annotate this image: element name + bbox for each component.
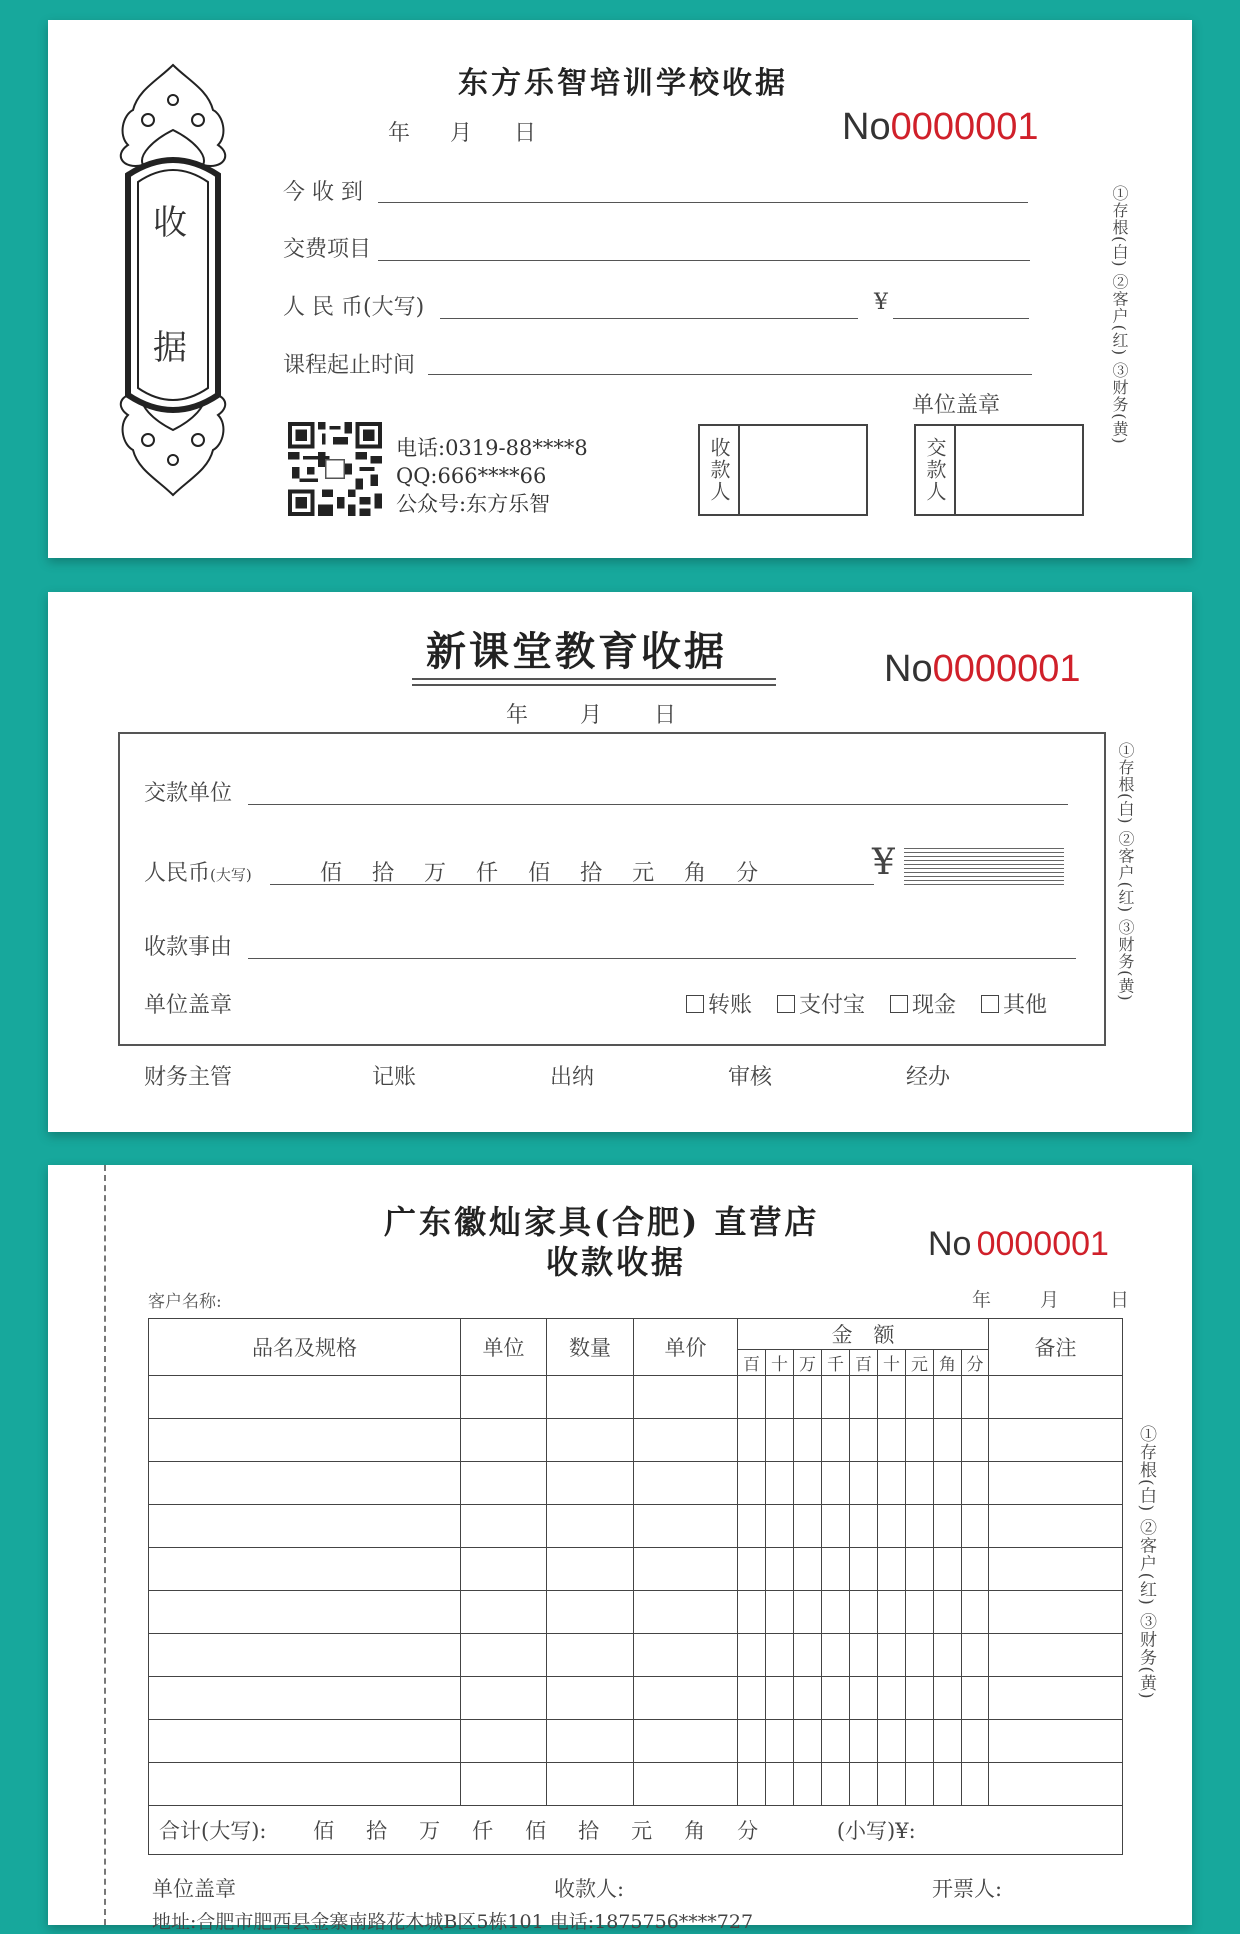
title-underline xyxy=(412,678,776,680)
table-cell[interactable] xyxy=(934,1376,962,1419)
table-cell[interactable] xyxy=(149,1419,461,1462)
payee-box[interactable] xyxy=(698,424,868,516)
contact-official-account: 公众号:东方乐智 xyxy=(396,492,551,516)
serial-no-value: 0000001 xyxy=(890,106,1039,148)
table-cell[interactable] xyxy=(149,1720,461,1763)
table-cell[interactable] xyxy=(850,1634,878,1677)
table-cell[interactable] xyxy=(962,1462,989,1505)
table-cell[interactable] xyxy=(989,1419,1123,1462)
table-cell[interactable] xyxy=(878,1505,906,1548)
table-cell[interactable] xyxy=(850,1505,878,1548)
table-cell[interactable] xyxy=(934,1419,962,1462)
table-cell[interactable] xyxy=(850,1677,878,1720)
amount-digit: 元 xyxy=(906,1350,934,1376)
table-cell[interactable] xyxy=(906,1505,934,1548)
table-cell[interactable] xyxy=(738,1591,766,1634)
table-cell[interactable] xyxy=(766,1548,794,1591)
table-cell[interactable] xyxy=(738,1548,766,1591)
table-cell[interactable] xyxy=(878,1591,906,1634)
serial-no-label: No xyxy=(928,1225,972,1263)
receipt-title: 新课堂教育收据 xyxy=(426,628,727,675)
amount-digit: 百 xyxy=(850,1350,878,1376)
table-cell[interactable] xyxy=(634,1720,738,1763)
amount-digit: 百 xyxy=(738,1350,766,1376)
table-cell[interactable] xyxy=(547,1634,634,1677)
table-cell[interactable] xyxy=(634,1591,738,1634)
col-qty: 数量 xyxy=(547,1319,634,1376)
receipt-card-3 xyxy=(48,1165,1192,1933)
table-cell[interactable] xyxy=(850,1591,878,1634)
table-cell[interactable] xyxy=(634,1634,738,1677)
table-cell[interactable] xyxy=(962,1634,989,1677)
table-cell[interactable] xyxy=(461,1591,547,1634)
table-cell[interactable] xyxy=(766,1677,794,1720)
table-cell[interactable] xyxy=(766,1634,794,1677)
table-cell[interactable] xyxy=(878,1677,906,1720)
seal-label: 单位盖章 xyxy=(912,393,1001,418)
table-cell[interactable] xyxy=(461,1763,547,1806)
yen-sign: ¥ xyxy=(874,290,888,315)
col-price: 单价 xyxy=(634,1319,738,1376)
sig-finance-manager: 财务主管 xyxy=(144,1065,233,1090)
field-time-line[interactable] xyxy=(428,374,1032,375)
table-cell[interactable] xyxy=(822,1505,850,1548)
table-cell[interactable] xyxy=(989,1548,1123,1591)
date-day-label: 日 xyxy=(514,121,537,146)
table-row xyxy=(149,1505,1123,1548)
table-cell[interactable] xyxy=(989,1720,1123,1763)
total-digit: 万 xyxy=(419,1819,441,1843)
table-cell[interactable] xyxy=(794,1505,822,1548)
table-cell[interactable] xyxy=(934,1634,962,1677)
payment-methods xyxy=(668,988,1047,1019)
table-cell[interactable] xyxy=(878,1548,906,1591)
date-year-label: 年 xyxy=(506,703,529,728)
customer-name-label: 客户名称: xyxy=(148,1292,222,1312)
yen-sign: ¥ xyxy=(872,842,895,883)
perforation-line xyxy=(104,1165,106,1925)
total-digit: 拾 xyxy=(578,1819,600,1843)
receipt-card-2 xyxy=(48,592,1192,1132)
table-cell[interactable] xyxy=(547,1505,634,1548)
table-cell[interactable] xyxy=(634,1376,738,1419)
date-month-label: 月 xyxy=(450,121,473,146)
col-amount: 金 额 xyxy=(738,1319,989,1350)
total-row xyxy=(149,1806,1123,1855)
amount-digit: 千 xyxy=(822,1350,850,1376)
table-cell[interactable] xyxy=(634,1763,738,1806)
table-cell[interactable] xyxy=(766,1462,794,1505)
table-cell[interactable] xyxy=(149,1634,461,1677)
receipt-card-1 xyxy=(48,20,1192,558)
table-cell[interactable] xyxy=(906,1376,934,1419)
copy-note: ①存根(白) ②客户(红) ③财务(黄) xyxy=(1110,185,1129,445)
table-row xyxy=(149,1548,1123,1591)
table-cell[interactable] xyxy=(850,1419,878,1462)
amount-box[interactable] xyxy=(904,848,1064,888)
table-cell[interactable] xyxy=(461,1376,547,1419)
table-cell[interactable] xyxy=(989,1462,1123,1505)
payer-box[interactable] xyxy=(914,424,1084,516)
field-received-label: 今 收 到 xyxy=(283,180,363,205)
serial-no-label: No xyxy=(884,648,933,690)
table-cell[interactable] xyxy=(962,1419,989,1462)
receipt-title: 东方乐智培训学校收据 xyxy=(458,66,788,101)
table-cell[interactable] xyxy=(989,1591,1123,1634)
table-cell[interactable] xyxy=(634,1419,738,1462)
table-cell[interactable] xyxy=(878,1462,906,1505)
table-cell[interactable] xyxy=(766,1591,794,1634)
frame-char-bottom: 据 xyxy=(153,328,187,368)
table-cell[interactable] xyxy=(794,1419,822,1462)
serial-number xyxy=(928,1225,1109,1264)
table-cell[interactable] xyxy=(738,1376,766,1419)
field-item-line[interactable] xyxy=(378,260,1030,261)
table-cell[interactable] xyxy=(878,1419,906,1462)
serial-no-label: No xyxy=(842,106,891,148)
table-cell[interactable] xyxy=(547,1419,634,1462)
table-cell[interactable] xyxy=(989,1505,1123,1548)
field-received-line[interactable] xyxy=(378,202,1028,203)
table-cell[interactable] xyxy=(766,1419,794,1462)
total-digit: 分 xyxy=(737,1819,759,1843)
seal-label: 单位盖章 xyxy=(144,993,233,1018)
table-cell[interactable] xyxy=(461,1634,547,1677)
date-day-label: 日 xyxy=(654,703,677,728)
table-cell[interactable] xyxy=(822,1419,850,1462)
table-cell[interactable] xyxy=(634,1505,738,1548)
table-cell[interactable] xyxy=(962,1505,989,1548)
table-cell[interactable] xyxy=(934,1505,962,1548)
pay-transfer-checkbox[interactable]: 转账 xyxy=(686,988,752,1019)
serial-number xyxy=(842,106,1039,149)
table-cell[interactable] xyxy=(906,1462,934,1505)
title-underline-2 xyxy=(412,684,776,686)
table-header-row xyxy=(149,1319,1123,1350)
table-cell[interactable] xyxy=(149,1376,461,1419)
date-day-label: 日 xyxy=(1110,1289,1130,1311)
table-cell[interactable] xyxy=(766,1720,794,1763)
amount-digit: 分 xyxy=(962,1350,989,1376)
col-unit: 单位 xyxy=(461,1319,547,1376)
serial-number xyxy=(884,648,1081,691)
table-cell[interactable] xyxy=(766,1763,794,1806)
table-cell[interactable] xyxy=(878,1376,906,1419)
total-label: 合计(大写): xyxy=(159,1819,267,1843)
col-name: 品名及规格 xyxy=(149,1319,461,1376)
table-row xyxy=(149,1462,1123,1505)
receipt-title: 收款收据 xyxy=(546,1243,687,1281)
date-month-label: 月 xyxy=(1040,1289,1060,1311)
date-month-label: 月 xyxy=(580,703,603,728)
table-cell[interactable] xyxy=(962,1720,989,1763)
field-time-label: 课程起止时间 xyxy=(283,353,416,378)
table-cell[interactable] xyxy=(738,1763,766,1806)
table-cell[interactable] xyxy=(634,1548,738,1591)
table-cell[interactable] xyxy=(934,1548,962,1591)
table-cell[interactable] xyxy=(794,1462,822,1505)
table-cell[interactable] xyxy=(738,1634,766,1677)
table-cell[interactable] xyxy=(461,1505,547,1548)
table-cell[interactable] xyxy=(822,1763,850,1806)
table-cell[interactable] xyxy=(547,1763,634,1806)
table-cell[interactable] xyxy=(738,1419,766,1462)
table-cell[interactable] xyxy=(822,1548,850,1591)
table-cell[interactable] xyxy=(547,1376,634,1419)
table-cell[interactable] xyxy=(822,1720,850,1763)
field-unit-line[interactable] xyxy=(248,804,1068,805)
field-rmb-label: 人民币(大写) xyxy=(144,861,252,886)
copy-note: ①存根(白) ②客户(红) ③财务(黄) xyxy=(1116,742,1135,1002)
table-cell[interactable] xyxy=(822,1462,850,1505)
amount-digit: 万 xyxy=(794,1350,822,1376)
table-cell[interactable] xyxy=(962,1677,989,1720)
table-cell[interactable] xyxy=(962,1376,989,1419)
table-cell[interactable] xyxy=(934,1591,962,1634)
table-row xyxy=(149,1419,1123,1462)
table-cell[interactable] xyxy=(989,1763,1123,1806)
copy-note: ①存根(白) ②客户(红) ③财务(黄) xyxy=(1136,1425,1156,1700)
pay-cash-checkbox[interactable]: 现金 xyxy=(890,988,956,1019)
sig-bookkeeping: 记账 xyxy=(372,1065,417,1090)
table-cell[interactable] xyxy=(962,1763,989,1806)
pay-alipay-checkbox[interactable]: 支付宝 xyxy=(777,988,865,1019)
table-cell[interactable] xyxy=(794,1548,822,1591)
table-row xyxy=(149,1720,1123,1763)
table-cell[interactable] xyxy=(461,1419,547,1462)
table-cell[interactable] xyxy=(934,1720,962,1763)
table-cell[interactable] xyxy=(906,1419,934,1462)
table-cell[interactable] xyxy=(461,1548,547,1591)
table-cell[interactable] xyxy=(766,1505,794,1548)
table-cell[interactable] xyxy=(822,1634,850,1677)
table-cell[interactable] xyxy=(934,1677,962,1720)
table-cell[interactable] xyxy=(906,1634,934,1677)
table-cell[interactable] xyxy=(738,1677,766,1720)
table-cell[interactable] xyxy=(794,1376,822,1419)
table-cell[interactable] xyxy=(962,1591,989,1634)
table-cell[interactable] xyxy=(850,1376,878,1419)
total-digit: 仟 xyxy=(472,1819,494,1843)
table-cell[interactable] xyxy=(934,1763,962,1806)
table-cell[interactable] xyxy=(547,1591,634,1634)
contact-info xyxy=(396,434,588,518)
table-cell[interactable] xyxy=(634,1462,738,1505)
table-cell[interactable] xyxy=(738,1505,766,1548)
table-cell[interactable] xyxy=(822,1677,850,1720)
total-digit: 佰 xyxy=(525,1819,547,1843)
table-cell[interactable] xyxy=(962,1548,989,1591)
serial-no-value: 0000001 xyxy=(932,648,1081,690)
payee-label: 收款人: xyxy=(554,1877,625,1901)
table-cell[interactable] xyxy=(794,1591,822,1634)
total-digit-labels xyxy=(313,1819,790,1843)
date-year-label: 年 xyxy=(972,1289,992,1311)
table-cell[interactable] xyxy=(794,1720,822,1763)
table-cell[interactable] xyxy=(878,1634,906,1677)
total-small-label: (小写)¥: xyxy=(836,1819,916,1843)
table-cell[interactable] xyxy=(547,1677,634,1720)
table-cell[interactable] xyxy=(461,1677,547,1720)
store-title: 广东徽灿家具(合肥) 直营店 xyxy=(384,1203,820,1241)
field-rmb-line[interactable] xyxy=(440,318,858,319)
table-cell[interactable] xyxy=(850,1763,878,1806)
table-row xyxy=(149,1763,1123,1806)
table-row xyxy=(149,1634,1123,1677)
table-cell[interactable] xyxy=(149,1677,461,1720)
table-cell[interactable] xyxy=(149,1591,461,1634)
table-cell[interactable] xyxy=(547,1720,634,1763)
table-cell[interactable] xyxy=(794,1677,822,1720)
table-cell[interactable] xyxy=(906,1591,934,1634)
field-reason-line[interactable] xyxy=(248,958,1076,959)
table-cell[interactable] xyxy=(149,1548,461,1591)
table-cell[interactable] xyxy=(878,1763,906,1806)
issuer-label: 开票人: xyxy=(932,1877,1003,1901)
total-digit: 拾 xyxy=(366,1819,388,1843)
table-cell[interactable] xyxy=(461,1462,547,1505)
sig-cashier: 出纳 xyxy=(550,1065,595,1090)
amount-digit: 十 xyxy=(766,1350,794,1376)
table-cell[interactable] xyxy=(149,1505,461,1548)
total-digit: 角 xyxy=(684,1819,706,1843)
table-cell[interactable] xyxy=(738,1720,766,1763)
field-reason-label: 收款事由 xyxy=(144,935,233,960)
table-cell[interactable] xyxy=(634,1677,738,1720)
field-yen-line[interactable] xyxy=(893,318,1029,319)
table-cell[interactable] xyxy=(989,1634,1123,1677)
table-cell[interactable] xyxy=(547,1462,634,1505)
items-table xyxy=(148,1318,1123,1855)
table-cell[interactable] xyxy=(461,1720,547,1763)
pay-other-checkbox[interactable]: 其他 xyxy=(981,988,1047,1019)
address-line: 地址:合肥市肥西县金寨南路花木城B区5栋101 电话:1875756****727 xyxy=(152,1911,754,1933)
payee-box-label: 收款人 xyxy=(700,426,740,514)
total-digit: 佰 xyxy=(313,1819,335,1843)
ornamental-frame-icon xyxy=(108,60,238,500)
date-year-label: 年 xyxy=(388,121,411,146)
sig-audit: 审核 xyxy=(728,1065,773,1090)
table-cell[interactable] xyxy=(738,1462,766,1505)
table-cell[interactable] xyxy=(850,1548,878,1591)
qr-code-icon xyxy=(288,422,382,516)
table-cell[interactable] xyxy=(906,1548,934,1591)
amount-digit: 角 xyxy=(934,1350,962,1376)
table-cell[interactable] xyxy=(850,1720,878,1763)
table-cell[interactable] xyxy=(794,1763,822,1806)
contact-qq: QQ:666****66 xyxy=(396,464,547,488)
rmb-digit-labels: 佰 拾 万 仟 佰 拾 元 角 分 xyxy=(320,861,759,886)
table-cell[interactable] xyxy=(766,1376,794,1419)
table-cell[interactable] xyxy=(906,1677,934,1720)
payer-box-label: 交款人 xyxy=(916,426,956,514)
col-remark: 备注 xyxy=(989,1319,1123,1376)
table-cell[interactable] xyxy=(989,1376,1123,1419)
table-cell[interactable] xyxy=(906,1763,934,1806)
field-rmb-label: 人 民 币(大写) xyxy=(283,295,425,320)
field-unit-label: 交款单位 xyxy=(144,781,233,806)
table-row xyxy=(149,1677,1123,1720)
table-cell[interactable] xyxy=(850,1462,878,1505)
frame-char-top: 收 xyxy=(153,203,187,243)
seal-label: 单位盖章 xyxy=(152,1877,236,1901)
table-cell[interactable] xyxy=(547,1548,634,1591)
table-cell[interactable] xyxy=(878,1720,906,1763)
serial-no-value: 0000001 xyxy=(976,1225,1109,1263)
table-cell[interactable] xyxy=(934,1462,962,1505)
table-row xyxy=(149,1591,1123,1634)
sig-handler: 经办 xyxy=(906,1065,951,1090)
table-cell[interactable] xyxy=(822,1591,850,1634)
table-cell[interactable] xyxy=(794,1634,822,1677)
table-cell[interactable] xyxy=(822,1376,850,1419)
table-cell[interactable] xyxy=(149,1462,461,1505)
total-digit: 元 xyxy=(631,1819,653,1843)
amount-digit: 十 xyxy=(878,1350,906,1376)
contact-phone: 电话:0319-88****8 xyxy=(396,436,588,460)
field-item-label: 交费项目 xyxy=(283,237,372,262)
table-cell[interactable] xyxy=(906,1720,934,1763)
table-row xyxy=(149,1376,1123,1419)
table-cell[interactable] xyxy=(149,1763,461,1806)
table-cell[interactable] xyxy=(989,1677,1123,1720)
